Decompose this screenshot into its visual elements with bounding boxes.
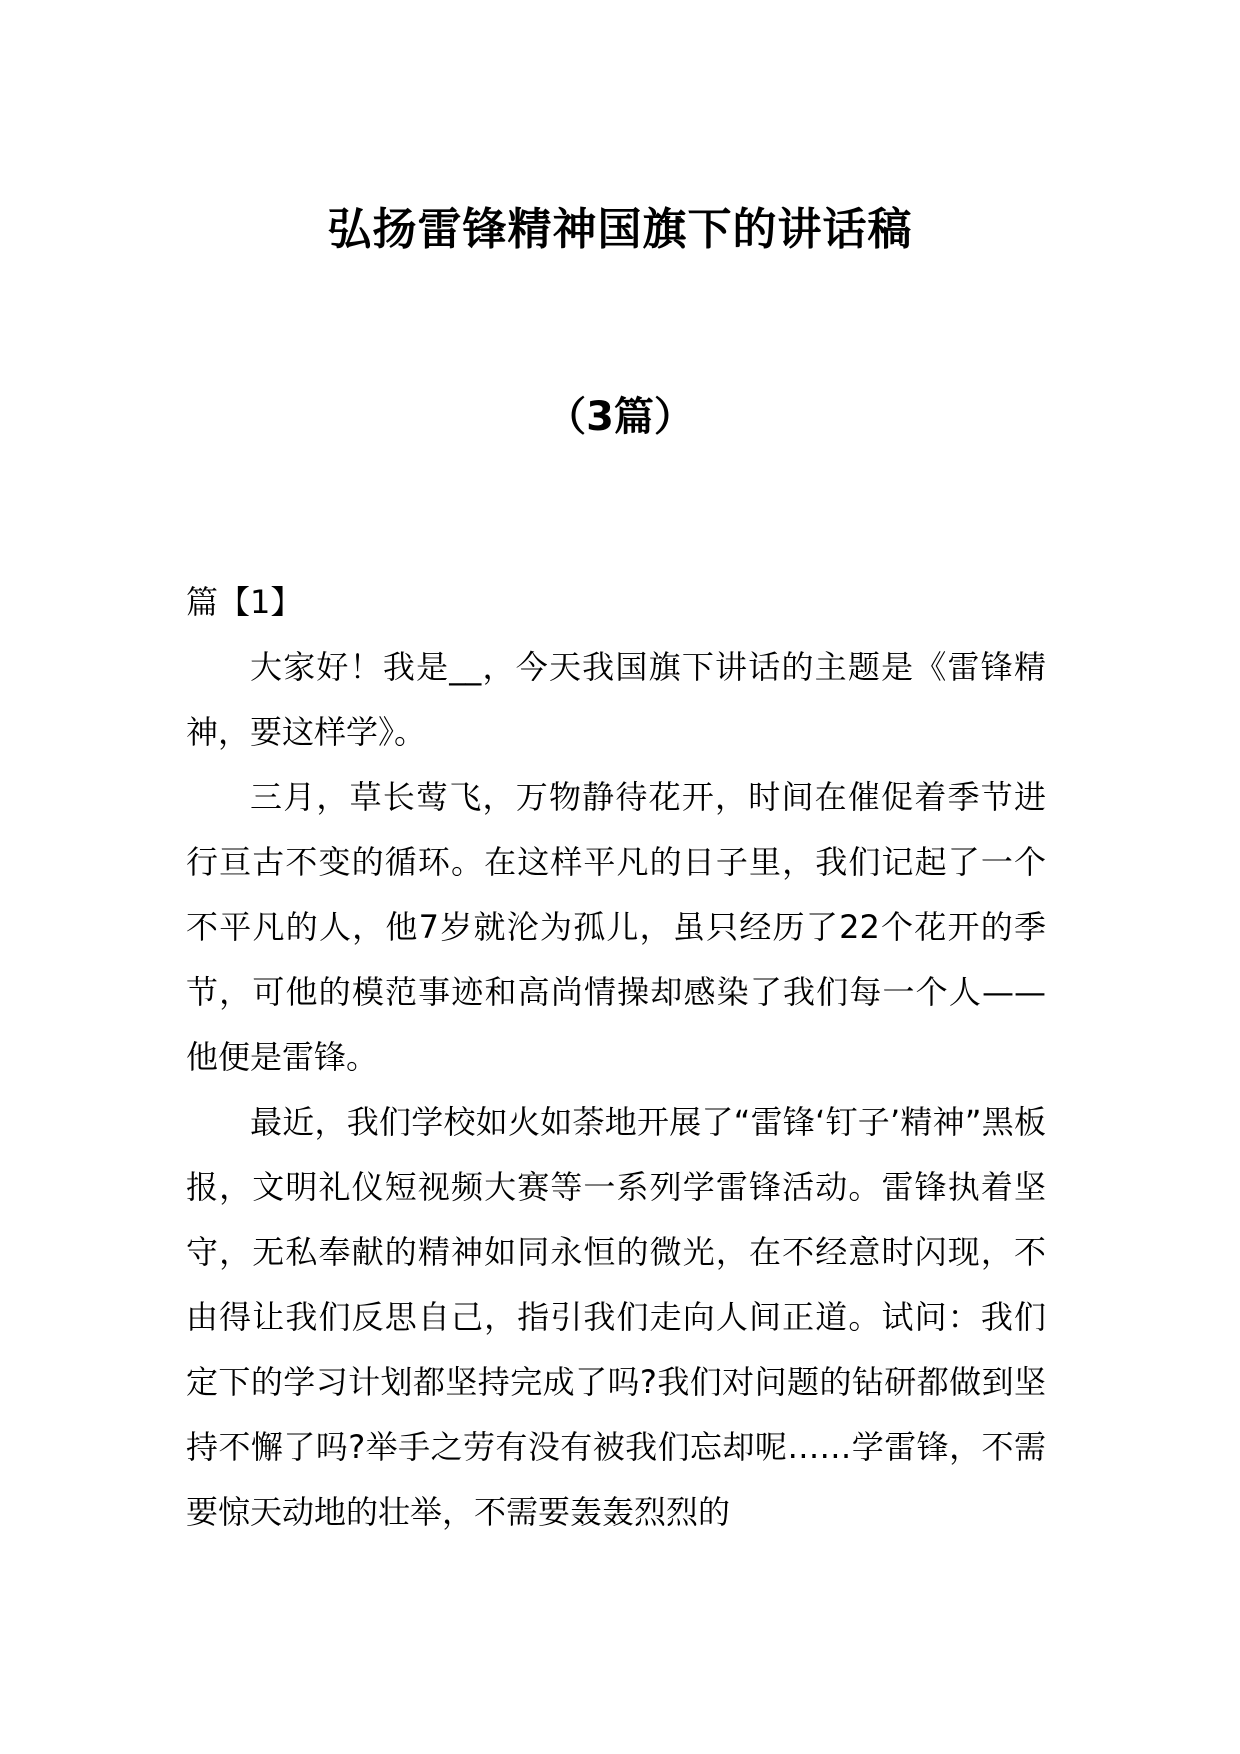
document-subtitle: （3篇） [546, 394, 694, 440]
paragraph: 大家好！我是__，今天我国旗下讲话的主题是《雷锋精神，要这样学》。 [186, 648, 1046, 751]
document-title: 弘扬雷锋精神国旗下的讲话稿 [327, 204, 913, 255]
section-heading: 篇【1】 [186, 583, 303, 621]
document-body [186, 570, 1046, 1545]
paragraph: 三月，草长莺飞，万物静待花开，时间在催促着季节进行亘古不变的循环。在这样平凡的日子里，我们记起了一个不平凡的人，他7岁就沦为孤儿，虽只经历了22个花开的季节，可他的模范事迹和高尚情操却感染了我们每一个人——他便是雷锋。 [186, 778, 1046, 1076]
paragraph: 最近，我们学校如火如荼地开展了“雷锋‘钉子’精神”黑板报，文明礼仪短视频大赛等一系列学雷锋活动。雷锋执着坚守，无私奉献的精神如同永恒的微光，在不经意时闪现，不由得让我们反思自己，指引我们走向人间正道。试问：我们定下的学习计划都坚持完成了吗?我们对问题的钻研都做到坚持不懈了吗?举手之劳有没有被我们忘却呢……学雷锋，不需要惊天动地的壮举，不需要轰轰烈烈的 [186, 1103, 1046, 1531]
